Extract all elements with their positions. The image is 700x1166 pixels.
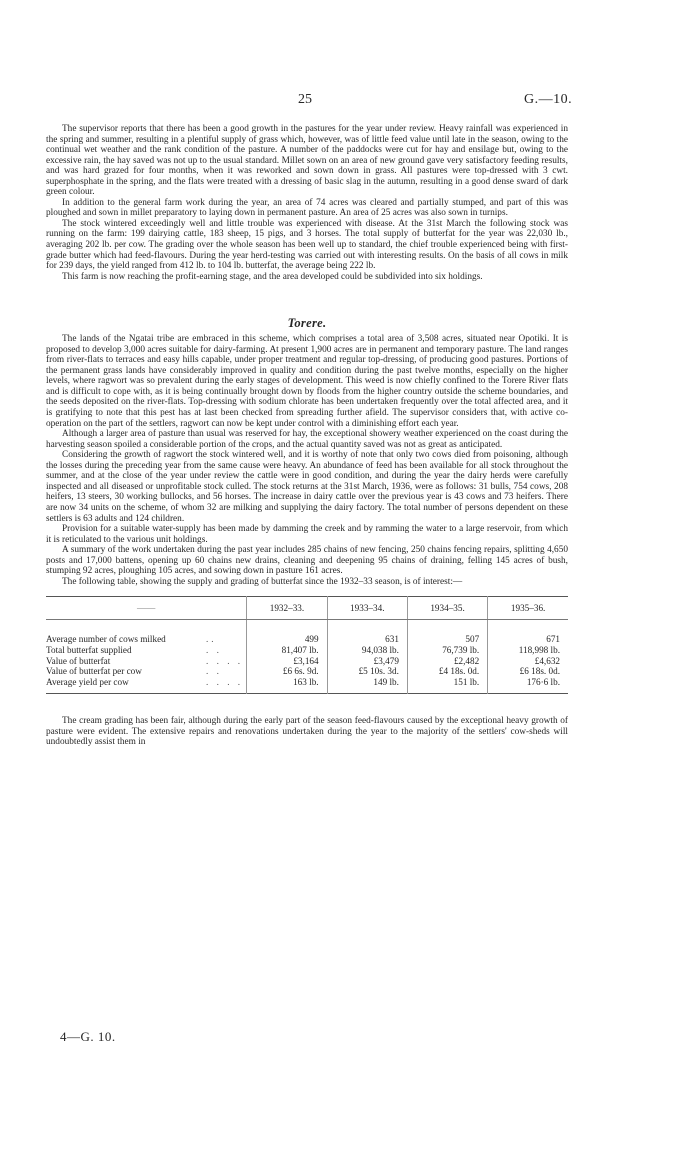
- row-label: Value of butterfat per cow: [46, 666, 142, 677]
- table-cell: 507: [407, 620, 487, 645]
- table-cell: £5 10s. 3d.: [327, 666, 407, 677]
- leader-dots: . . . .: [206, 655, 244, 666]
- table-cell: 149 lb.: [327, 677, 407, 694]
- table-cell: 151 lb.: [407, 677, 487, 694]
- document-body: [46, 124, 568, 748]
- table-column-header: 1935–36.: [488, 597, 568, 620]
- row-label: Total butterfat supplied: [46, 644, 132, 655]
- page-reference: G.—10.: [524, 92, 573, 107]
- table-cell: 631: [327, 620, 407, 645]
- paragraph: Provision for a suitable water-supply has been made by damming the creek and by ramming the water to a large reservoir, from which it is reticulated to the various unit holdings.: [46, 524, 568, 545]
- table-cell: £3,479: [327, 656, 407, 667]
- table-cell: £2,482: [407, 656, 487, 667]
- table-cell: 176·6 lb.: [488, 677, 568, 694]
- table-row: [46, 645, 568, 656]
- page-number: 25: [298, 92, 312, 107]
- table-cell: 81,407 lb.: [247, 645, 327, 656]
- leader-dots: . .: [206, 666, 222, 677]
- paragraph: Although a larger area of pasture than usual was reserved for hay, the exceptional showery weather experienced on the coast during the harvesting season spoiled a considerable portion of the crops, and the actual quantity saved was not as great as anticipated.: [46, 429, 568, 450]
- table-column-header: 1933–34.: [327, 597, 407, 620]
- row-label: Average number of cows milked: [46, 634, 166, 645]
- table-row: [46, 620, 568, 645]
- paragraph: The following table, showing the supply and grading of butterfat since the 1932–33 season, is of interest:—: [62, 576, 463, 587]
- table-cell: 94,038 lb.: [327, 645, 407, 656]
- table-cell: £4,632: [488, 656, 568, 667]
- table-cell: 499: [247, 620, 327, 645]
- paragraph: The supervisor reports that there has been a good growth in the pastures for the year under review. Heavy rainfall was experienced in the spring and summer, resulting in a plentiful supply of grass which, however, was of little feed value until late in the season, owing to the continual wet weather and the rank condition of the pasture. A number of the paddocks were cut for hay and ensilage but, owing to the excessive rain, the hay saved was not up to the usual standard. Millet sown on an area of new ground gave very satisfactory feeding results, and was hard grazed for four months, when it was reworked and sown down in grass. All pastures were top-dressed with 3 cwt. superphosphate in the spring, and the flats were treated with a dressing of basic slag in the autumn, resulting in a good dense sward of dark green colour.: [46, 124, 568, 198]
- footer-signature: 4—G. 10.: [60, 1029, 116, 1044]
- row-label: Value of butterfat: [46, 655, 111, 666]
- paragraph: The stock wintered exceedingly well and little trouble was experienced with disease. At the 31st March the following stock was running on the farm: 199 dairying cattle, 183 sheep, 15 pigs, and 3 horses. The total supply of butterfat for the year was 22,030 lb., averaging 202 lb. per cow. The grading over the whole season has been well up to standard, the chief trouble experienced being with first-grade butter which had feed-flavours. During the year herd-testing was carried out with interesting results. On the basis of all cows in milk for 239 days, the yield ranged from 412 lb. to 104 lb. butterfat, the average being 222 lb.: [46, 218, 568, 272]
- paragraph: This farm is now reaching the profit-earning stage, and the area developed could be subdivided into six holdings.: [62, 271, 483, 282]
- table-cell: 671: [488, 620, 568, 645]
- table-cell: £6 18s. 0d.: [488, 666, 568, 677]
- section-heading: Torere.: [287, 316, 327, 331]
- row-label: Average yield per cow: [46, 676, 129, 687]
- leader-dots: . .: [206, 644, 222, 655]
- leader-dots: . . . .: [206, 676, 244, 687]
- paragraph: Considering the growth of ragwort the stock wintered well, and it is worthy of note that only two cows died from poisoning, although the losses during the preceding year from the same cause were heavy. An abundance of feed has been available for all stock throughout the summer, and at the close of the year under review the cattle were in good condition, and during the year the dairy herds were carefully inspected and all diseased or unprofitable stock culled. The stock returns at the 31st March, 1936, were as follows: 31 bulls, 754 cows, 208 heifers, 13 steers, 30 working bullocks, and 56 horses. The increase in dairy cattle over the previous year is 43 cows and 73 heifers. There are now 34 units on the scheme, of whom 32 are milking and supplying the dairy factory. The total number of persons dependent on these settlers is 63 adults and 124 children.: [46, 450, 568, 524]
- table-cell: 163 lb.: [247, 677, 327, 694]
- table-cell: 118,998 lb.: [488, 645, 568, 656]
- paragraph: A summary of the work undertaken during the past year includes 285 chains of new fencing, 250 chains fencing repairs, splitting 4,650 posts and 17,000 battens, opening up 60 chains new drains, cleaning and deepening 95 chains of draining, felling 145 acres of bush, stumping 92 acres, ploughing 105 acres, and sowing down in pasture 161 acres.: [46, 545, 568, 577]
- table-cell: £3,164: [247, 656, 327, 667]
- table-cell: £6 6s. 9d.: [247, 666, 327, 677]
- table-corner: ——: [46, 597, 247, 620]
- table-header-row: [46, 597, 568, 620]
- paragraph: In addition to the general farm work during the year, an area of 74 acres was cleared and partially stumped, and part of this was ploughed and sown in millet preparatory to laying down in permanent pasture. An area of 25 acres was also sown in turnips.: [46, 197, 568, 219]
- butterfat-table: [46, 596, 568, 694]
- table-row: [46, 677, 568, 694]
- leader-dots: ..: [206, 634, 217, 645]
- table-row: [46, 666, 568, 677]
- paragraph: The cream grading has been fair, although during the early part of the season feed-flavours caused by the exceptional heavy growth of pasture were evident. The extensive repairs and renovations undertaken during the year to the majority of the settlers' cow-sheds will undoubtedly assist them in: [46, 716, 568, 748]
- table-cell: 76,739 lb.: [407, 645, 487, 656]
- paragraph: The lands of the Ngatai tribe are embraced in this scheme, which comprises a total area of 3,508 acres, situated near Opotiki. It is proposed to develop 3,000 acres suitable for dairy-farming. At present 1,900 acres are in permanent and temporary pasture. The land ranges from river-flats to terraces and easy hills capable, under proper treatment and regular top-dressing, of producing good pastures. Portions of the permanent grass lands have considerably improved in quality and condition during the past twelve months, especially on the higher levels, where ragwort was so prevalent during the early stages of development. This weed is now chiefly confined to the Torere River flats and is difficult to cope with, as it is being continually brought down by floods from the higher country outside the scheme boundaries, and the seeds deposited on the river-flats. Top-dressing with sodium chlorate has been undertaken frequently over the total affected area, and it is gratifying to note that this pest has at last been checked from spreading further afield. The supervisor considers that, with active co-operation on the part of the settlers, ragwort can now be kept under control with a diminishing effort each year.: [46, 334, 568, 429]
- table-cell: £4 18s. 0d.: [407, 666, 487, 677]
- table-column-header: 1934–35.: [407, 597, 487, 620]
- table-row: [46, 656, 568, 667]
- table-column-header: 1932–33.: [247, 597, 327, 620]
